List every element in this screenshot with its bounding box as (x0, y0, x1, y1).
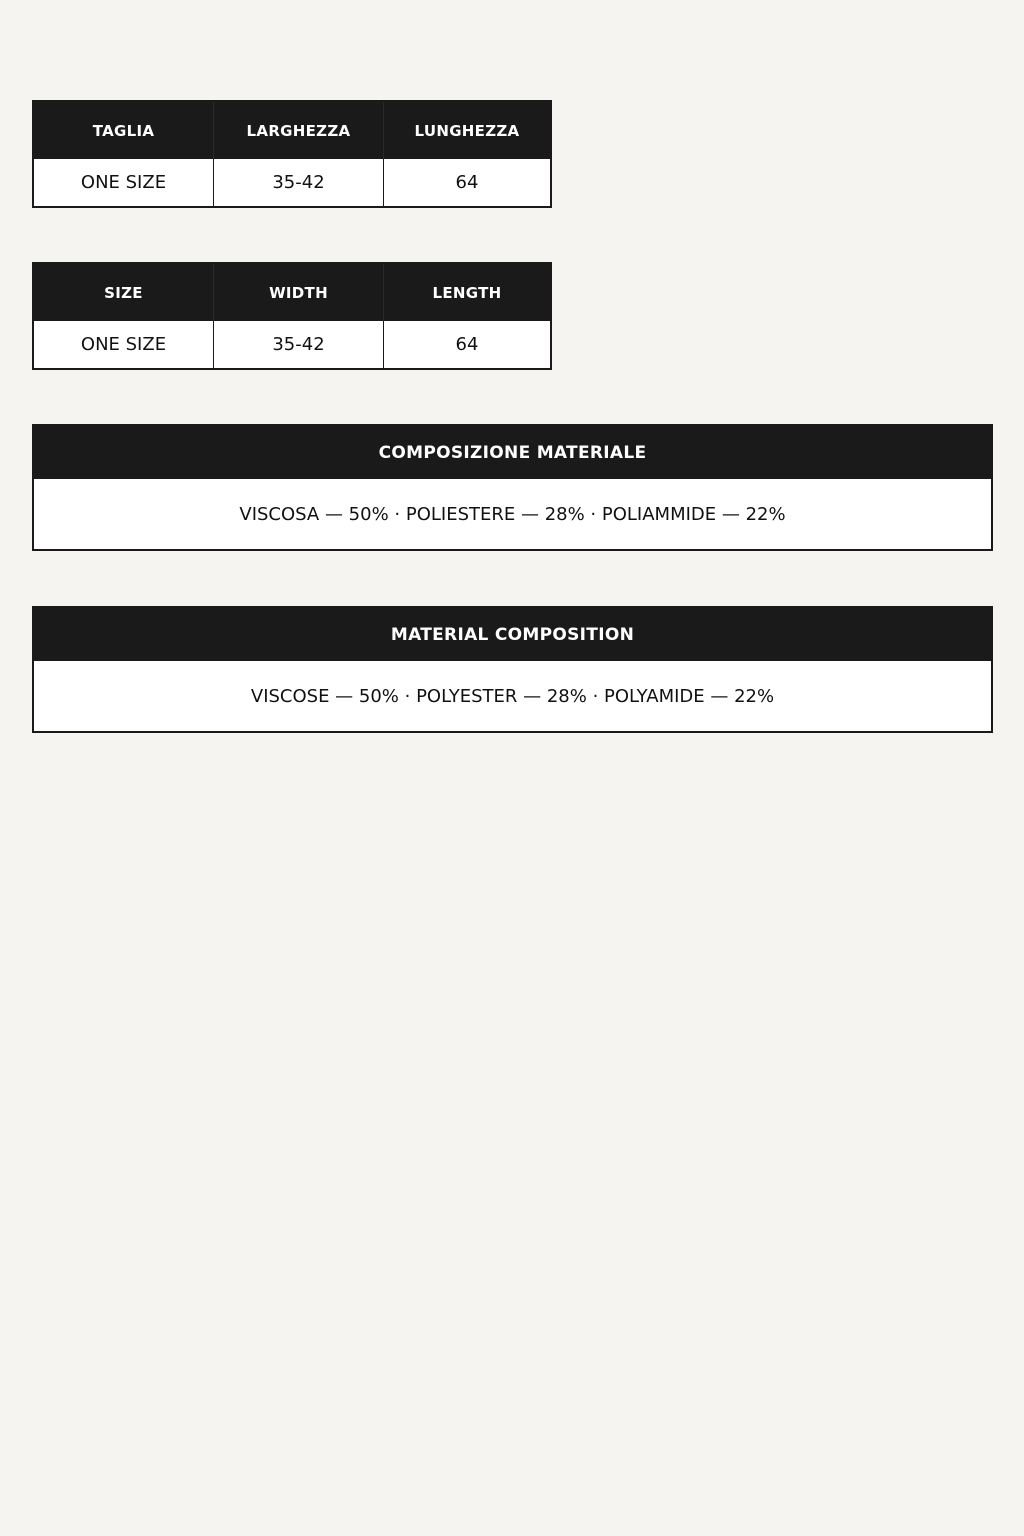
composition-table-english (32, 606, 993, 733)
header-larghezza: LARGHEZZA (213, 102, 383, 159)
composition-text: VISCOSA — 50% · POLIESTERE — 28% · POLIAMMIDE — 22% (239, 503, 786, 525)
table-row (34, 321, 550, 368)
header-lunghezza: LUNGHEZZA (383, 102, 550, 159)
size-value: ONE SIZE (80, 172, 167, 193)
header-length: LENGTH (383, 264, 550, 321)
size-table-italian (32, 100, 552, 208)
composition-title: MATERIAL COMPOSITION (34, 608, 991, 661)
header-size: SIZE (104, 283, 143, 302)
header-taglia: TAGLIA (92, 121, 155, 140)
size-table-header-row (34, 264, 550, 321)
width-value: 35-42 (213, 321, 383, 368)
table-row (34, 159, 550, 206)
length-value: 64 (383, 159, 550, 206)
composition-title: COMPOSIZIONE MATERIALE (34, 426, 991, 479)
header-width: WIDTH (213, 264, 383, 321)
length-value: 64 (383, 321, 550, 368)
composition-table-italian (32, 424, 993, 551)
composition-text: VISCOSE — 50% · POLYESTER — 28% · POLYAMIDE — 22% (250, 685, 775, 707)
size-table-header-row (34, 102, 550, 159)
width-value: 35-42 (213, 159, 383, 206)
size-value: ONE SIZE (80, 334, 167, 355)
size-table-english (32, 262, 552, 370)
